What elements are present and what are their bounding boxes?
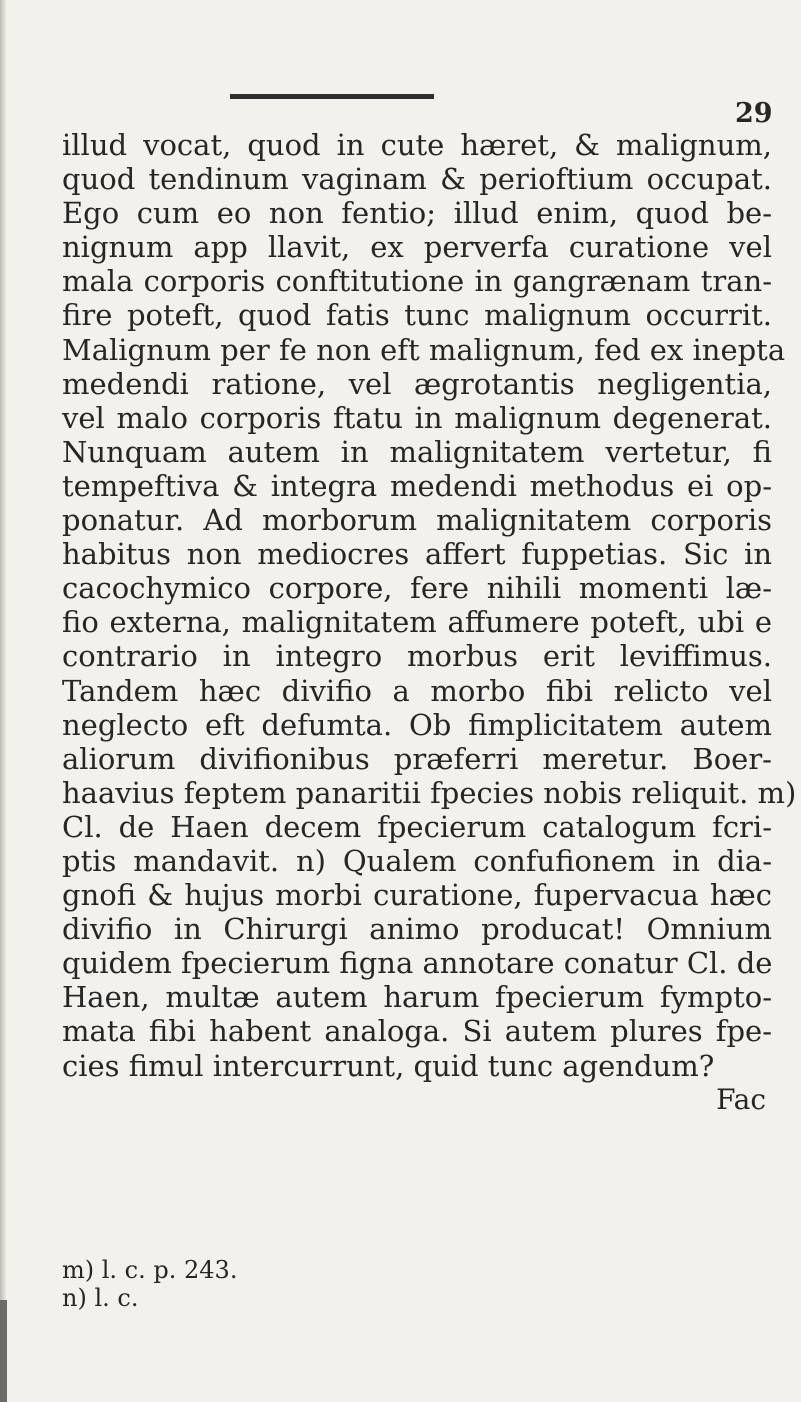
text-line: ptis mandavit. n) Qualem confufionem in dia- [62,843,772,878]
page-left-edge-shadow [0,0,6,1402]
text-line: haavius feptem panaritii fpecies nobis reliquit. m) [62,775,797,810]
text-line: quidem fpecierum figna annotare conatur Cl. de [62,946,773,981]
text-line: habitus non mediocres affert fuppetias. Sic in [62,537,772,572]
text-line: tempeftiva & integra medendi methodus ei op- [62,468,772,503]
text-line: Nunquam autem in malignitatem vertetur, fi [62,434,772,469]
header-rule [230,94,434,99]
text-line: Cl. de Haen decem fpecierum catalogum fcri- [62,809,772,844]
text-line: illud vocat, quod in cute hæret, & malignum, [62,128,772,162]
text-line: quod tendinum vaginam & perioftium occupat. [62,162,772,197]
text-line: gnofi & hujus morbi curatione, fupervacua hæc [62,878,772,913]
footnotes [62,1256,237,1312]
text-line: neglecto eft defumta. Ob fimplicitatem autem [62,707,772,742]
catchword: Fac [716,1082,766,1116]
text-line: medendi ratione, vel ægrotantis negligentia, [62,366,772,401]
text-line: ponatur. Ad morborum malignitatem corporis [62,503,772,538]
text-line: Ego cum eo non fentio; illud enim, quod be- [62,196,772,231]
text-line: aliorum divifionibus præferri meretur. Boer- [62,741,772,776]
text-line: cacochymico corpore, fere nihili momenti læ- [62,571,772,606]
text-line: mala corporis conftitutione in gangrænam tran- [62,264,772,299]
text-line: nignum app llavit, ex perverfa curatione vel [62,230,772,265]
text-line: Haen, multæ autem harum fpecierum fympto- [62,980,772,1015]
text-line: vel malo corporis ftatu in malignum degenerat. [62,400,772,435]
text-line: cies fimul intercurrunt, quid tunc agendum? [62,1048,715,1083]
text-line: contrario in integro morbus erit leviffimus. [62,639,772,674]
footnote-n: n) l. c. [62,1284,139,1312]
text-line: divifio in Chirurgi animo producat! Omnium [62,912,772,947]
text-line: mata fibi habent analoga. Si autem plures fpe- [62,1014,772,1049]
text-line: fire poteft, quod fatis tunc malignum occurrit. [62,298,772,333]
page-binding-mark [0,1300,7,1402]
text-line: Malignum per fe non eft malignum, fed ex inepta [62,332,786,367]
page-number: 29 [735,98,773,129]
body-text [62,128,797,1117]
text-line: fio externa, malignitatem affumere poteft, ubi e [62,605,772,640]
text-line: Tandem hæc divifio a morbo fibi relicto vel [62,673,772,708]
footnote-m: m) l. c. p. 243. [62,1256,238,1284]
